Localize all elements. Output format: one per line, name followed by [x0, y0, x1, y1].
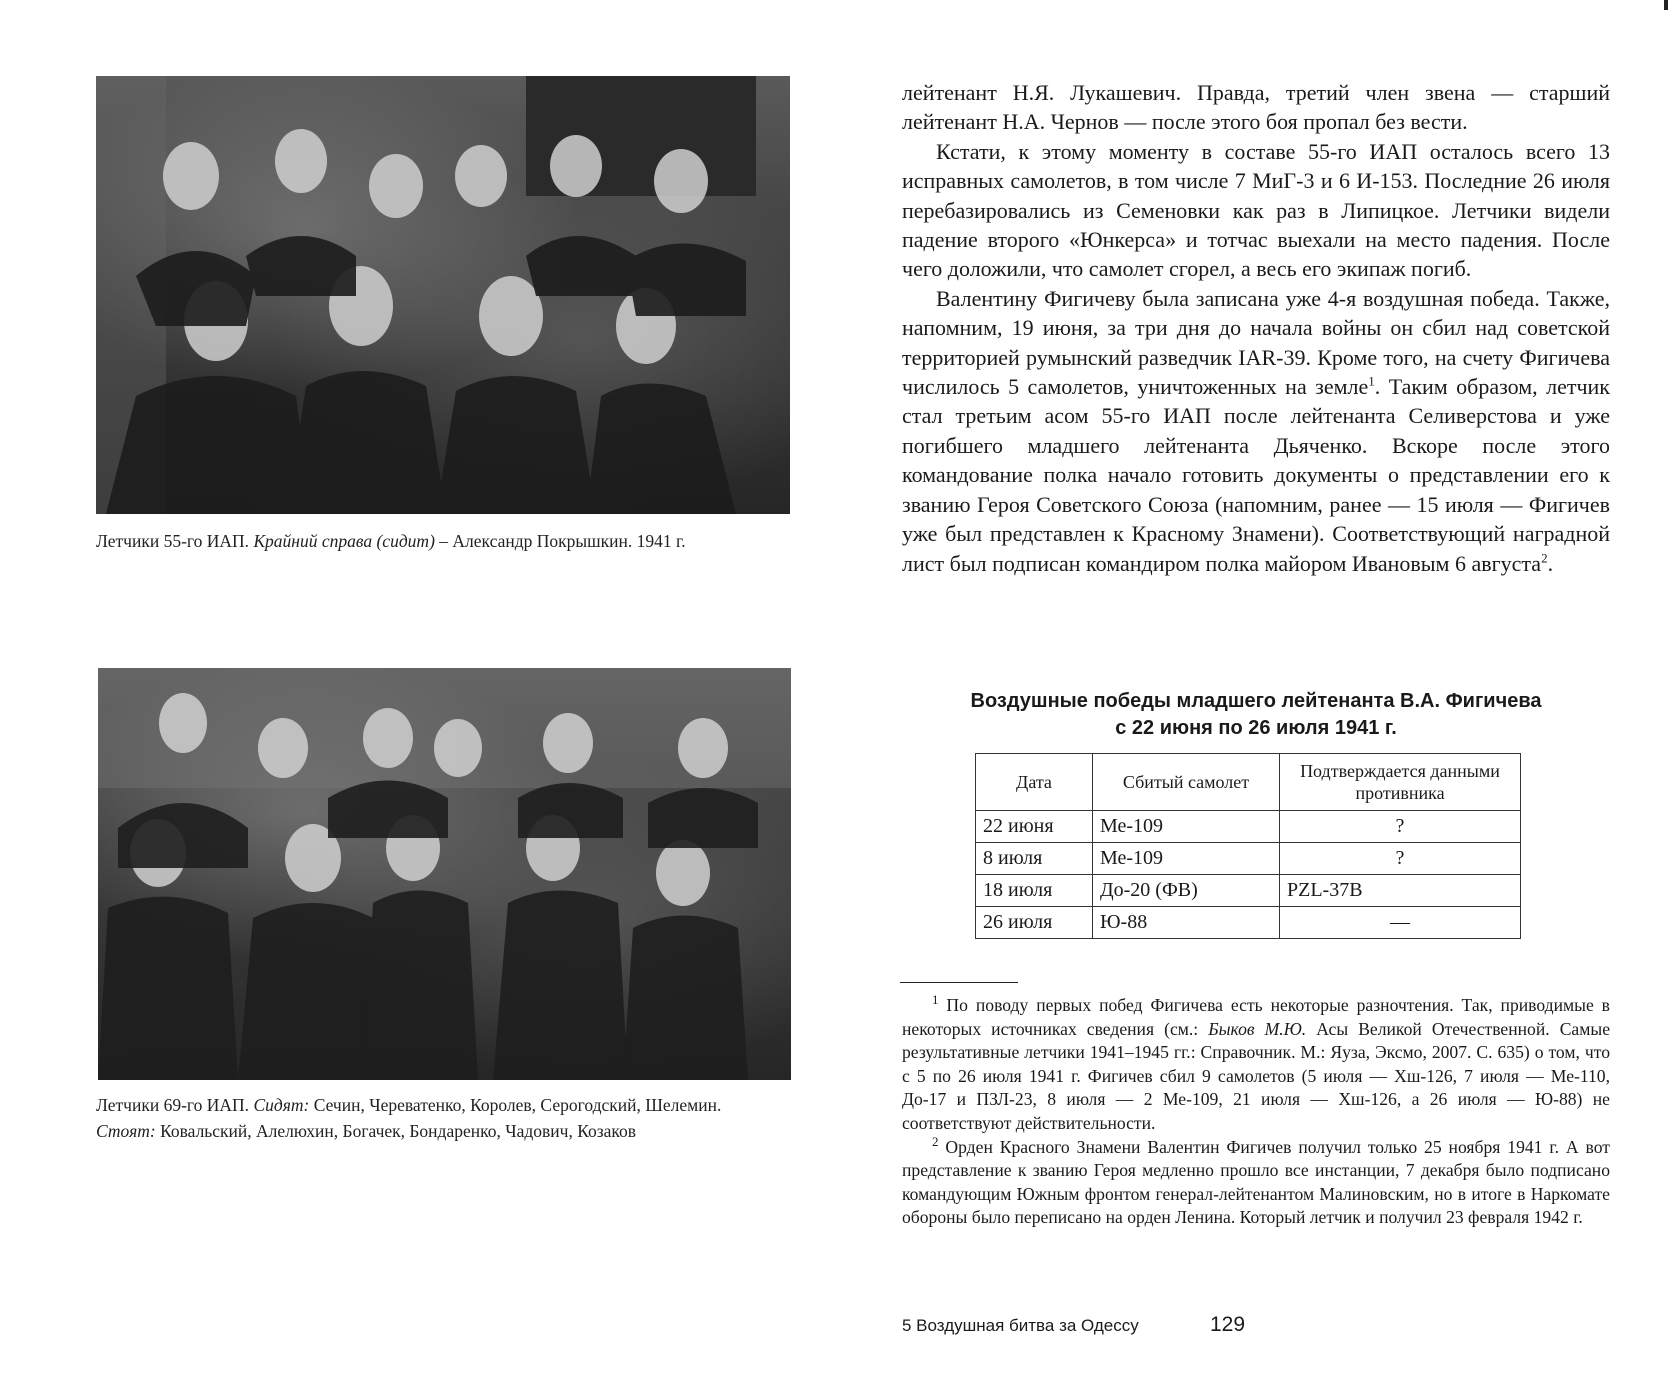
photo-caption-2: Летчики 69-го ИАП. Сидят: Сечин, Череватенко, Королев, Серогодский, Шелемин. Стоят: Ковальский, Алелюхин, Богачек, Бондаренко, Чадович, Козаков	[96, 1095, 722, 1141]
table-header-row	[976, 754, 1521, 811]
footnote-ref: 1	[1368, 373, 1375, 389]
main-text	[902, 78, 1610, 578]
photo-icon	[98, 668, 791, 1080]
right-page	[830, 0, 1675, 1381]
table-row	[976, 907, 1521, 939]
photo-icon	[96, 76, 790, 514]
table-row	[976, 843, 1521, 875]
table-cell: 8 июля	[976, 843, 1093, 875]
table-cell: —	[1280, 907, 1521, 939]
table-cell: До-20 (ФВ)	[1093, 875, 1280, 907]
group-photo-55-iap	[96, 76, 790, 514]
paragraph: Валентину Фигичеву была записана уже 4-я воздушная победа. Также, напомним, 19 июня, за три дня до начала войны он сбил над советской территорией румынский разведчик IAR-39. Кроме того, на счету Фигичева числилось 5 самолетов, уничтоженных на земле$^1$. Таким образом, летчик стал третьим асом 55-го ИАП после лейтенанта Селиверстова и уже погибшего младшего лейтенанта Дьяченко. Вскоре после этого командование полка начало готовить документы о представлении его к званию Героя Советского Союза (напомним, ранее — 15 июля — Фигичев уже был представлен к Красному Знамени). Соответствующий наградной лист был подписан командиром полка майором Ивановым 6 августа$^2$.	[902, 285, 1610, 576]
table-cell: Ме-109	[1093, 811, 1280, 843]
running-footer: 5 Воздушная битва за Одессу	[902, 1316, 1139, 1335]
table-cell: ?	[1280, 811, 1521, 843]
footnotes	[902, 994, 1610, 1230]
footnote: $^2$ Орден Красного Знамени Валентин Фигичев получил только 25 ноября 1941 г. А вот представление к званию Героя медленно прошло все инстанции, 7 декабря было подписано командующим Южным фронтом генерал-лейтенантом Малиновским, но в итоге в Наркомате обороны было переписано на орден Ленина. Который летчик и получил 23 февраля 1942 г.	[902, 1133, 1610, 1228]
footnote-ref: 2	[1541, 550, 1548, 566]
paragraph: лейтенант Н.Я. Лукашевич. Правда, третий член звена — старший лейтенант Н.А. Чернов — после этого боя пропал без вести.	[902, 80, 1610, 135]
page-number: 129	[1210, 1313, 1246, 1336]
column-header: Дата	[976, 754, 1093, 811]
table-cell: 22 июня	[976, 811, 1093, 843]
table-title: Воздушные победы младшего лейтенанта В.А. Фигичева с 22 июня по 26 июля 1941 г.	[970, 690, 1542, 739]
group-photo-69-iap	[98, 668, 791, 1080]
victories-table	[975, 753, 1521, 939]
table-cell: Ю-88	[1093, 907, 1280, 939]
scan-mark	[1664, 0, 1668, 10]
table-row	[976, 875, 1521, 907]
table-cell: 18 июля	[976, 875, 1093, 907]
table-row	[976, 811, 1521, 843]
footnote: $^1$ По поводу первых побед Фигичева есть некоторые разночтения. Так, приводимые в некоторых источниках сведения (см.: Быков М.Ю. Асы Великой Отечественной. Самые результативные летчики 1941–1945 гг.: Справочник. М.: Яуза, Эксмо, 2007. С. 635) о том, что с 5 по 26 июля 1941 г. Фигичев сбил 9 самолетов (5 июля — Хш-126, 7 июля — Ме-110, До-17 и ПЗЛ-23, 8 июля — 2 Ме-109, 21 июля — Хш-126, а 26 июля — Ю-88) не соответствуют действительности.	[902, 992, 1611, 1133]
footnote-divider	[900, 982, 1018, 983]
column-header: Сбитый самолет	[1093, 754, 1280, 811]
photo-caption-1: Летчики 55-го ИАП. Крайний справа (сидит) – Александр Покрышкин. 1941 г.	[96, 531, 686, 551]
left-page	[0, 0, 830, 1381]
table-cell: PZL-37B	[1280, 875, 1521, 907]
table-cell: 26 июля	[976, 907, 1093, 939]
table-cell: ?	[1280, 843, 1521, 875]
table-cell: Ме-109	[1093, 843, 1280, 875]
paragraph: Кстати, к этому моменту в составе 55-го ИАП осталось всего 13 исправных самолетов, в том числе 7 МиГ-3 и 6 И-153. Последние 26 июля перебазировались из Семеновки как раз в Липицкое. Летчики видели падение второго «Юнкерса» и тотчас выехали на место падения. После чего доложили, что самолет сгорел, а весь его экипаж погиб.	[902, 138, 1610, 282]
column-header: Подтверждается данными противника	[1280, 754, 1521, 811]
